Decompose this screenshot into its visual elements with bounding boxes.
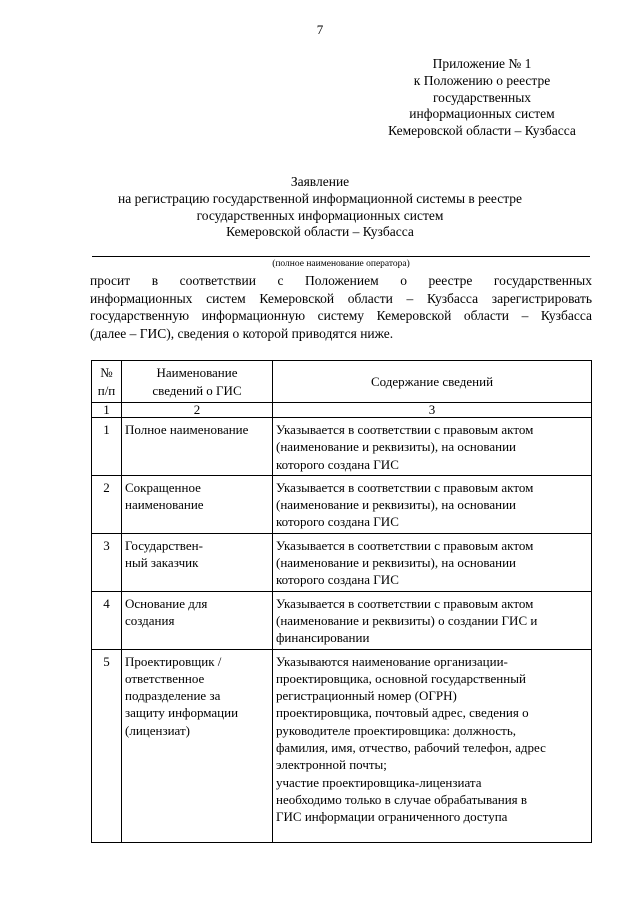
row-name-line: ный заказчик <box>125 555 199 571</box>
operator-fill-line <box>92 256 590 257</box>
appendix-header <box>372 56 592 140</box>
operator-caption: (полное наименование оператора) <box>272 259 410 269</box>
row-name-line: подразделение за <box>125 688 221 704</box>
row-name <box>122 591 273 649</box>
appendix-line: Кемеровской области – Кузбасса <box>388 123 576 139</box>
row-content-line: регистрационный номер (ОГРН) <box>276 688 457 704</box>
row-content-line: руководителе проектировщика: должность, <box>276 722 517 738</box>
row-name-line: Проектировщик / <box>125 653 222 669</box>
appendix-line: к Положению о реестре <box>413 72 551 88</box>
row-name-line: Государствен- <box>125 537 203 553</box>
row-content-line: которого создана ГИС <box>276 514 399 530</box>
row-content-line: электронной почты; <box>276 757 387 773</box>
header-name <box>122 361 273 403</box>
row-content-line: (наименование и реквизиты), на основании <box>276 555 516 571</box>
row-content-line: Указывается в соответствии с правовым актом <box>276 537 534 553</box>
row-number: 5 <box>92 649 122 842</box>
appendix-line: Приложение № 1 <box>432 56 532 71</box>
row-name-line: Основание для <box>125 595 208 611</box>
row-content-line: Указывается в соответствии с правовым актом <box>276 422 534 437</box>
header-num <box>92 361 122 403</box>
table-row <box>92 475 592 533</box>
row-content <box>273 591 592 649</box>
title-line: государственных информационных систем <box>196 207 444 223</box>
header-name-line: Наименование <box>156 365 238 381</box>
row-number: 4 <box>92 591 122 649</box>
header-name-line: сведений о ГИС <box>152 382 242 398</box>
row-name-line: защиту информации <box>125 705 239 721</box>
paragraph-line: просит в соответствии с Положением о реестре государственных <box>90 273 592 288</box>
table-row <box>92 533 592 591</box>
appendix-line: информационных систем <box>409 106 555 122</box>
row-content <box>273 649 592 842</box>
title-line: Заявление <box>290 174 350 189</box>
row-name-line: ответственное <box>125 670 205 686</box>
row-content <box>273 418 592 476</box>
table-header-row <box>92 361 592 403</box>
header-num-line: № <box>100 365 113 381</box>
table-row <box>92 418 592 476</box>
row-name-line: (лицензиат) <box>125 722 190 738</box>
table-row <box>92 649 592 842</box>
row-content-line: которого создана ГИС <box>276 456 399 472</box>
row-content-line: проектировщика, почтовый адрес, сведения о <box>276 705 529 721</box>
row-name-line: Полное наименование <box>125 422 249 437</box>
column-number: 2 <box>122 403 273 418</box>
paragraph-line: (далее – ГИС), сведения о которой приводятся ниже. <box>90 325 394 341</box>
row-content-line: (наименование и реквизиты), на основании <box>276 497 516 513</box>
header-content: Содержание сведений <box>273 361 592 403</box>
row-name-line: Сокращенное <box>125 479 201 495</box>
appendix-line: государственных <box>432 89 532 105</box>
row-content <box>273 475 592 533</box>
row-content-line: фамилия, имя, отчество, рабочий телефон, адрес <box>276 740 546 756</box>
column-number: 1 <box>92 403 122 418</box>
title-line: Кемеровской области – Кузбасса <box>226 224 414 240</box>
gis-info-table <box>91 360 592 843</box>
row-content-line: Указываются наименование организации- <box>276 653 508 669</box>
row-content-line: необходимо только в случае обрабатывания в <box>276 791 528 807</box>
document-title <box>0 174 640 241</box>
row-content-line: финансировании <box>276 630 370 646</box>
column-number: 3 <box>273 403 592 418</box>
row-number: 1 <box>92 418 122 476</box>
row-content-line: (наименование и реквизиты) о создании ГИС и <box>276 612 538 628</box>
row-content-line: которого создана ГИС <box>276 572 399 588</box>
title-line: на регистрацию государственной информационной системы в реестре <box>117 190 523 206</box>
row-name <box>122 418 273 476</box>
column-number-row <box>92 403 592 418</box>
row-number: 2 <box>92 475 122 533</box>
row-name-line: наименование <box>125 497 204 513</box>
paragraph-line: государственную информационную систему Кемеровской области – Кузбасса <box>90 308 592 323</box>
row-name-line: создания <box>125 612 175 628</box>
row-content-line: проектировщика, основной государственный <box>276 670 526 686</box>
request-paragraph <box>90 272 592 342</box>
header-num-line: п/п <box>97 382 116 398</box>
row-name <box>122 475 273 533</box>
paragraph-line: информационных систем Кемеровской области – Кузбасса зарегистрировать <box>90 290 592 306</box>
row-content-line: участие проектировщика-лицензиата <box>276 774 482 790</box>
table-row <box>92 591 592 649</box>
row-name <box>122 649 273 842</box>
row-content-line: Указывается в соответствии с правовым актом <box>276 595 534 611</box>
row-content <box>273 533 592 591</box>
row-content-line: ГИС информации ограниченного доступа <box>276 809 508 825</box>
row-name <box>122 533 273 591</box>
page-number: 7 <box>316 22 324 37</box>
row-content-line: (наименование и реквизиты), на основании <box>276 439 516 455</box>
row-content-line: Указывается в соответствии с правовым актом <box>276 479 534 495</box>
row-number: 3 <box>92 533 122 591</box>
